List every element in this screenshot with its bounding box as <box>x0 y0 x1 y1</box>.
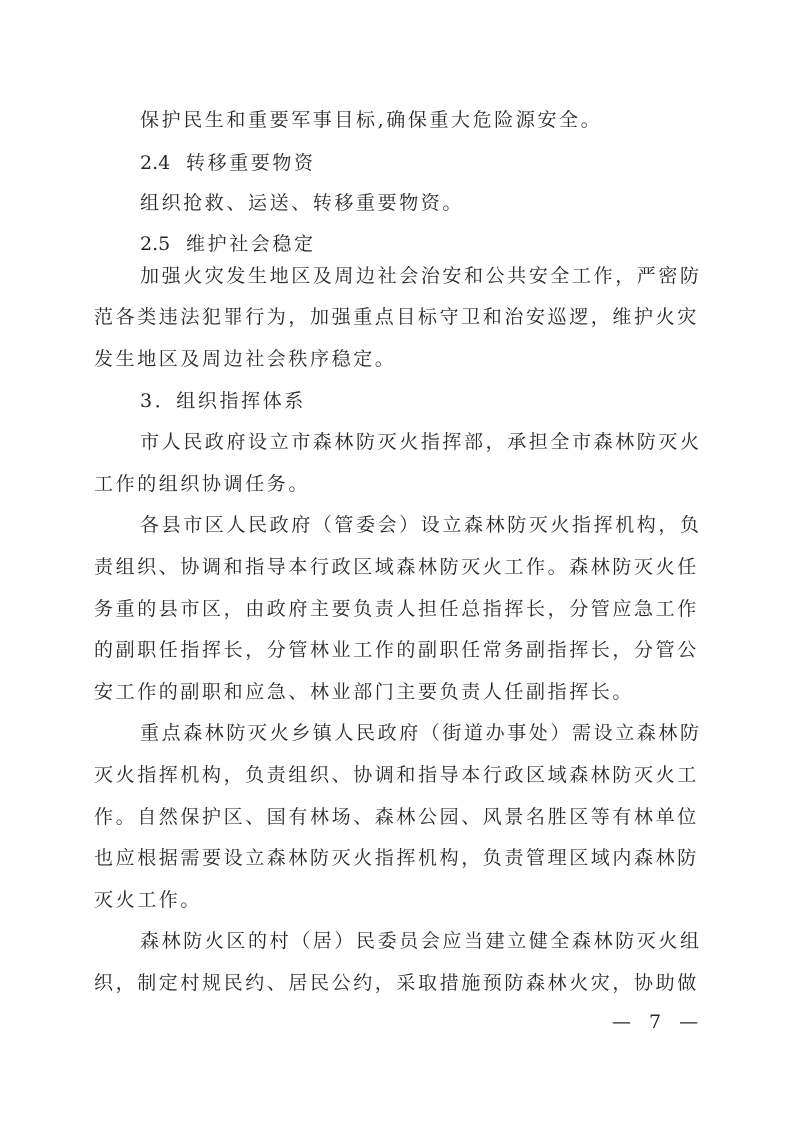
section-title: 转移重要物资 <box>186 152 316 174</box>
paragraph-line: 灭火工作。 <box>94 889 203 911</box>
paragraph-line: 安工作的副职和应急、林业部门主要负责人任副指挥长。 <box>94 681 635 703</box>
paragraph-line: 范各类违法犯罪行为，加强重点目标守卫和治安巡逻，维护火灾 <box>94 306 699 328</box>
paragraph-line: 责组织、协调和指导本行政区域森林防灭火工作。森林防灭火任 <box>94 556 699 578</box>
paragraph-line: 重点森林防灭火乡镇人民政府（街道办事处）需设立森林防 <box>140 722 702 744</box>
paragraph-line: 发生地区及周边社会秩序稳定。 <box>94 348 397 370</box>
paragraph-line: 保护民生和重要军事目标,确保重大危险源安全。 <box>140 109 603 131</box>
section-heading-2-5 <box>140 232 316 256</box>
page-number: — 7 — <box>612 1011 705 1033</box>
paragraph-line: 加强火灾发生地区及周边社会治安和公共安全工作，严密防 <box>140 265 702 287</box>
paragraph-line: 织，制定村规民约、居民公约，采取措施预防森林火灾，协助做 <box>94 972 699 994</box>
paragraph-line: 的副职任指挥长，分管林业工作的副职任常务副指挥长，分管公 <box>94 639 699 661</box>
section-title: 维护社会稳定 <box>186 233 316 255</box>
paragraph-line: 工作的组织协调任务。 <box>94 473 311 495</box>
section-heading-3: 3．组织指挥体系 <box>140 390 306 412</box>
section-number: 2.4 <box>140 152 171 174</box>
section-heading-2-4 <box>140 151 316 175</box>
paragraph-line: 务重的县市区，由政府主要负责人担任总指挥长，分管应急工作 <box>94 598 699 620</box>
paragraph-line: 灭火指挥机构，负责组织、协调和指导本行政区域森林防灭火工 <box>94 764 699 786</box>
paragraph-line: 作。自然保护区、国有林场、森林公园、风景名胜区等有林单位 <box>94 806 699 828</box>
paragraph-line: 也应根据需要设立森林防灭火指挥机构，负责管理区域内森林防 <box>94 847 699 869</box>
paragraph-line: 各县市区人民政府（管委会）设立森林防灭火指挥机构，负 <box>140 514 702 536</box>
paragraph-line: 组织抢救、运送、转移重要物资。 <box>140 192 465 214</box>
section-number: 2.5 <box>140 233 171 255</box>
paragraph-line: 森林防火区的村（居）民委员会应当建立健全森林防灭火组 <box>140 930 702 952</box>
paragraph-line: 市人民政府设立市森林防灭火指挥部，承担全市森林防灭火 <box>140 431 702 453</box>
